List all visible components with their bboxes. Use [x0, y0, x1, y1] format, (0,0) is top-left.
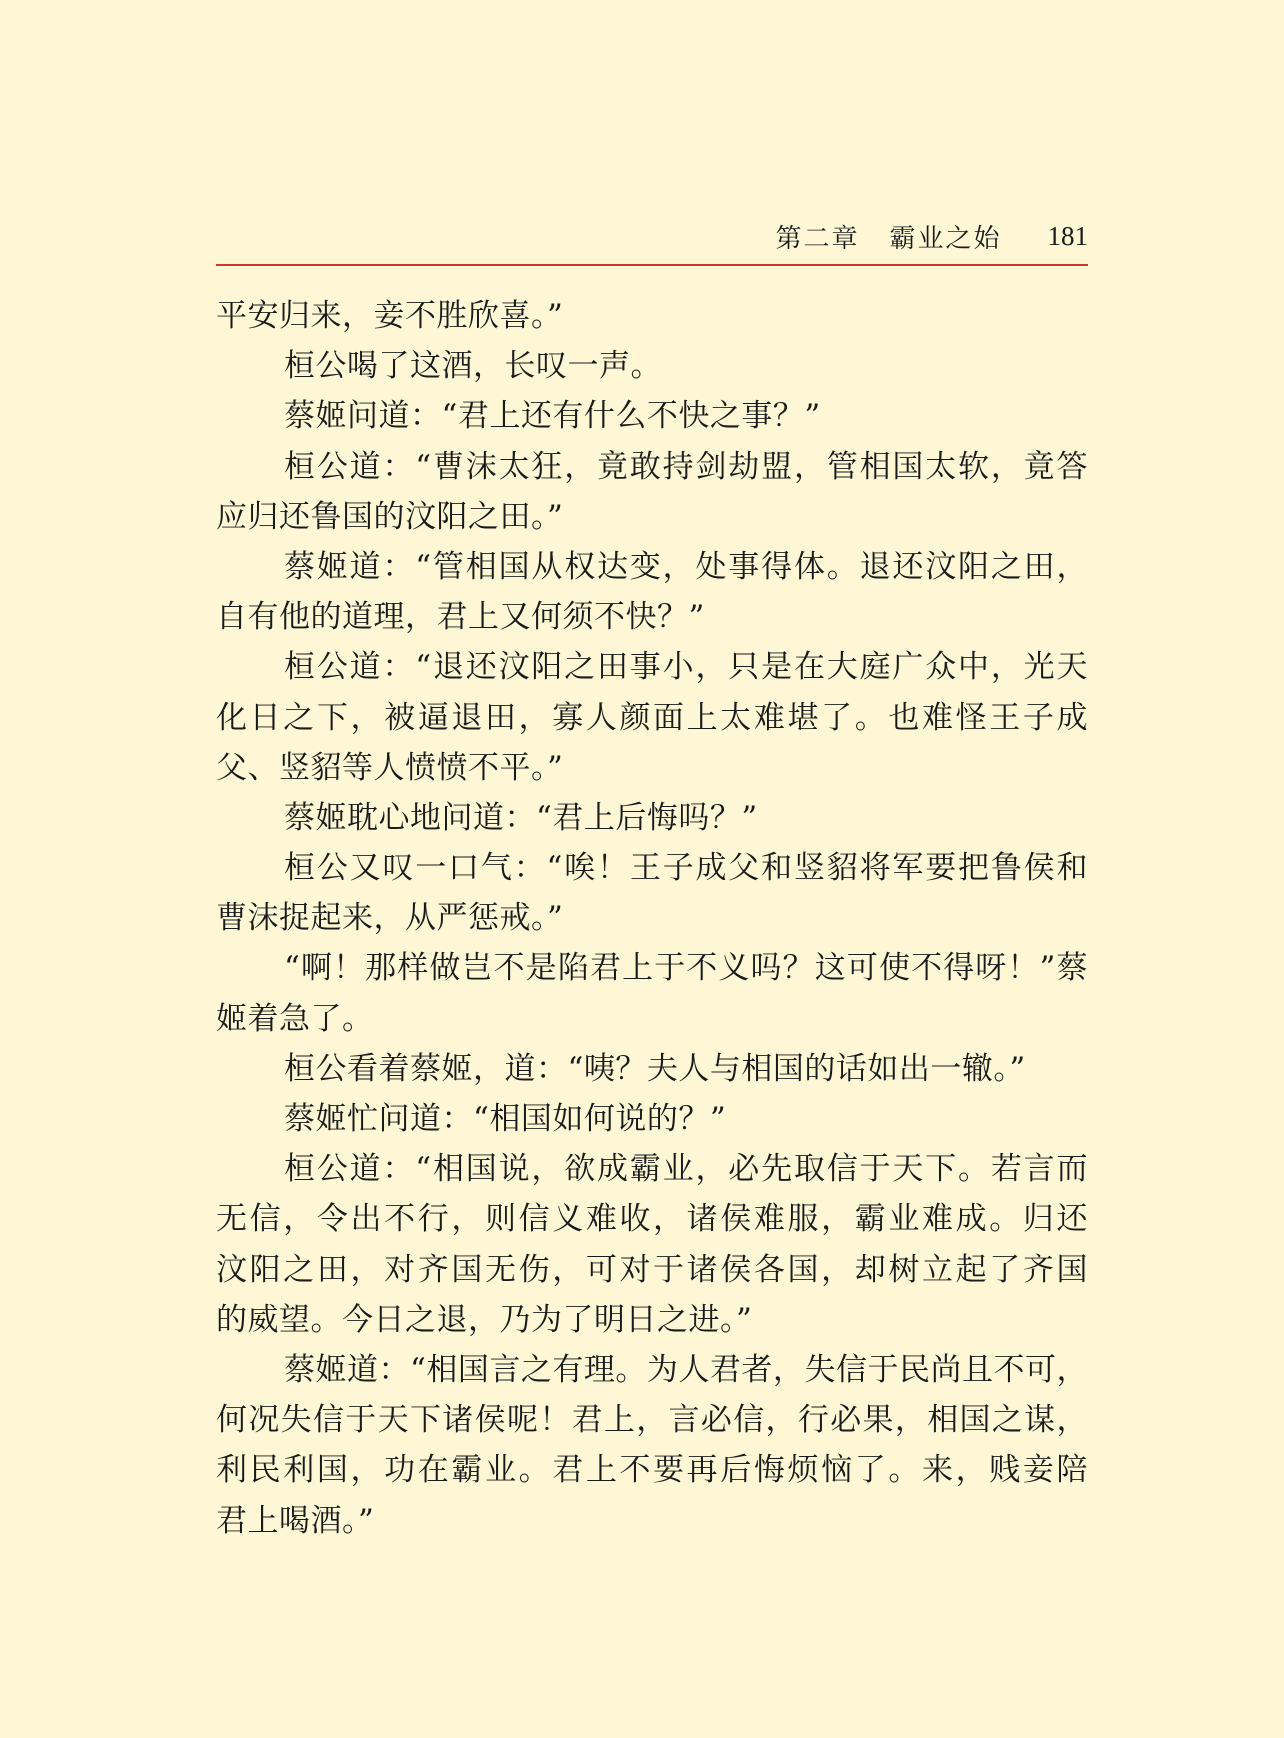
- text-line: 君上喝酒。”: [216, 1502, 375, 1539]
- text-line: 平安归来，妾不胜欣喜。”: [216, 298, 564, 334]
- header-divider: [216, 264, 1088, 266]
- chapter-title: 霸业之始: [889, 223, 1002, 254]
- text-line: 桓公道：“退还汶阳之田事小，只是在大庭广众中，光天: [284, 649, 1088, 686]
- text-line: 无信，令出不行，则信义难收，诸侯难服，霸业难成。归还: [216, 1201, 1088, 1238]
- text-line: 化日之下，被逼退田，寡人颜面上太难堪了。也难怪王子成: [216, 699, 1088, 736]
- text-line: “啊！那样做岂不是陷君上于不义吗？这可使不得呀！”蔡: [284, 950, 1088, 987]
- text-line: 桓公喝了这酒，长叹一声。: [284, 348, 662, 385]
- running-header: [216, 214, 1088, 258]
- text-line: 桓公道：“曹沫太狂，竟敢持剑劫盟，管相国太软，竟答: [284, 448, 1088, 485]
- text-line: 自有他的道理，君上又何须不快？”: [216, 599, 705, 636]
- text-line: 曹沫捉起来，从严惩戒。”: [216, 900, 564, 937]
- text-line: 桓公道：“相国说，欲成霸业，必先取信于天下。若言而: [284, 1151, 1088, 1188]
- text-line: 蔡姬忙问道：“相国如何说的？”: [284, 1101, 727, 1137]
- text-line: 蔡姬耽心地问道：“君上后悔吗？”: [284, 799, 758, 836]
- text-line: 姬着急了。: [216, 1000, 374, 1037]
- text-line: 蔡姬道：“管相国从权达变，处事得体。退还汶阳之田，: [284, 548, 1088, 585]
- text-line: 蔡姬问道：“君上还有什么不快之事？”: [284, 398, 821, 435]
- text-line: 桓公看着蔡姬，道：“咦？夫人与相国的话如出一辙。”: [284, 1050, 1026, 1087]
- page-number: 181: [1047, 220, 1088, 251]
- text-line: 父、竖貂等人愤愤不平。”: [216, 749, 564, 786]
- text-line: 的威望。今日之退，乃为了明日之进。”: [216, 1301, 753, 1338]
- text-line: 蔡姬道：“相国言之有理。为人君者，失信于民尚且不可，: [284, 1351, 1088, 1388]
- text-line: 桓公又叹一口气：“唉！王子成父和竖貂将军要把鲁侯和: [284, 850, 1088, 887]
- body-text: [216, 291, 1088, 1546]
- text-line: 汶阳之田，对齐国无伤，可对于诸侯各国，却树立起了齐国: [216, 1251, 1088, 1288]
- text-line: 利民利国，功在霸业。君上不要再后悔烦恼了。来，贱妾陪: [216, 1452, 1088, 1489]
- text-line: 应归还鲁国的汶阳之田。”: [216, 498, 564, 535]
- text-line: 何况失信于天下诸侯呢！君上，言必信，行必果，相国之谋，: [216, 1402, 1088, 1439]
- chapter-label: 第二章: [775, 223, 860, 254]
